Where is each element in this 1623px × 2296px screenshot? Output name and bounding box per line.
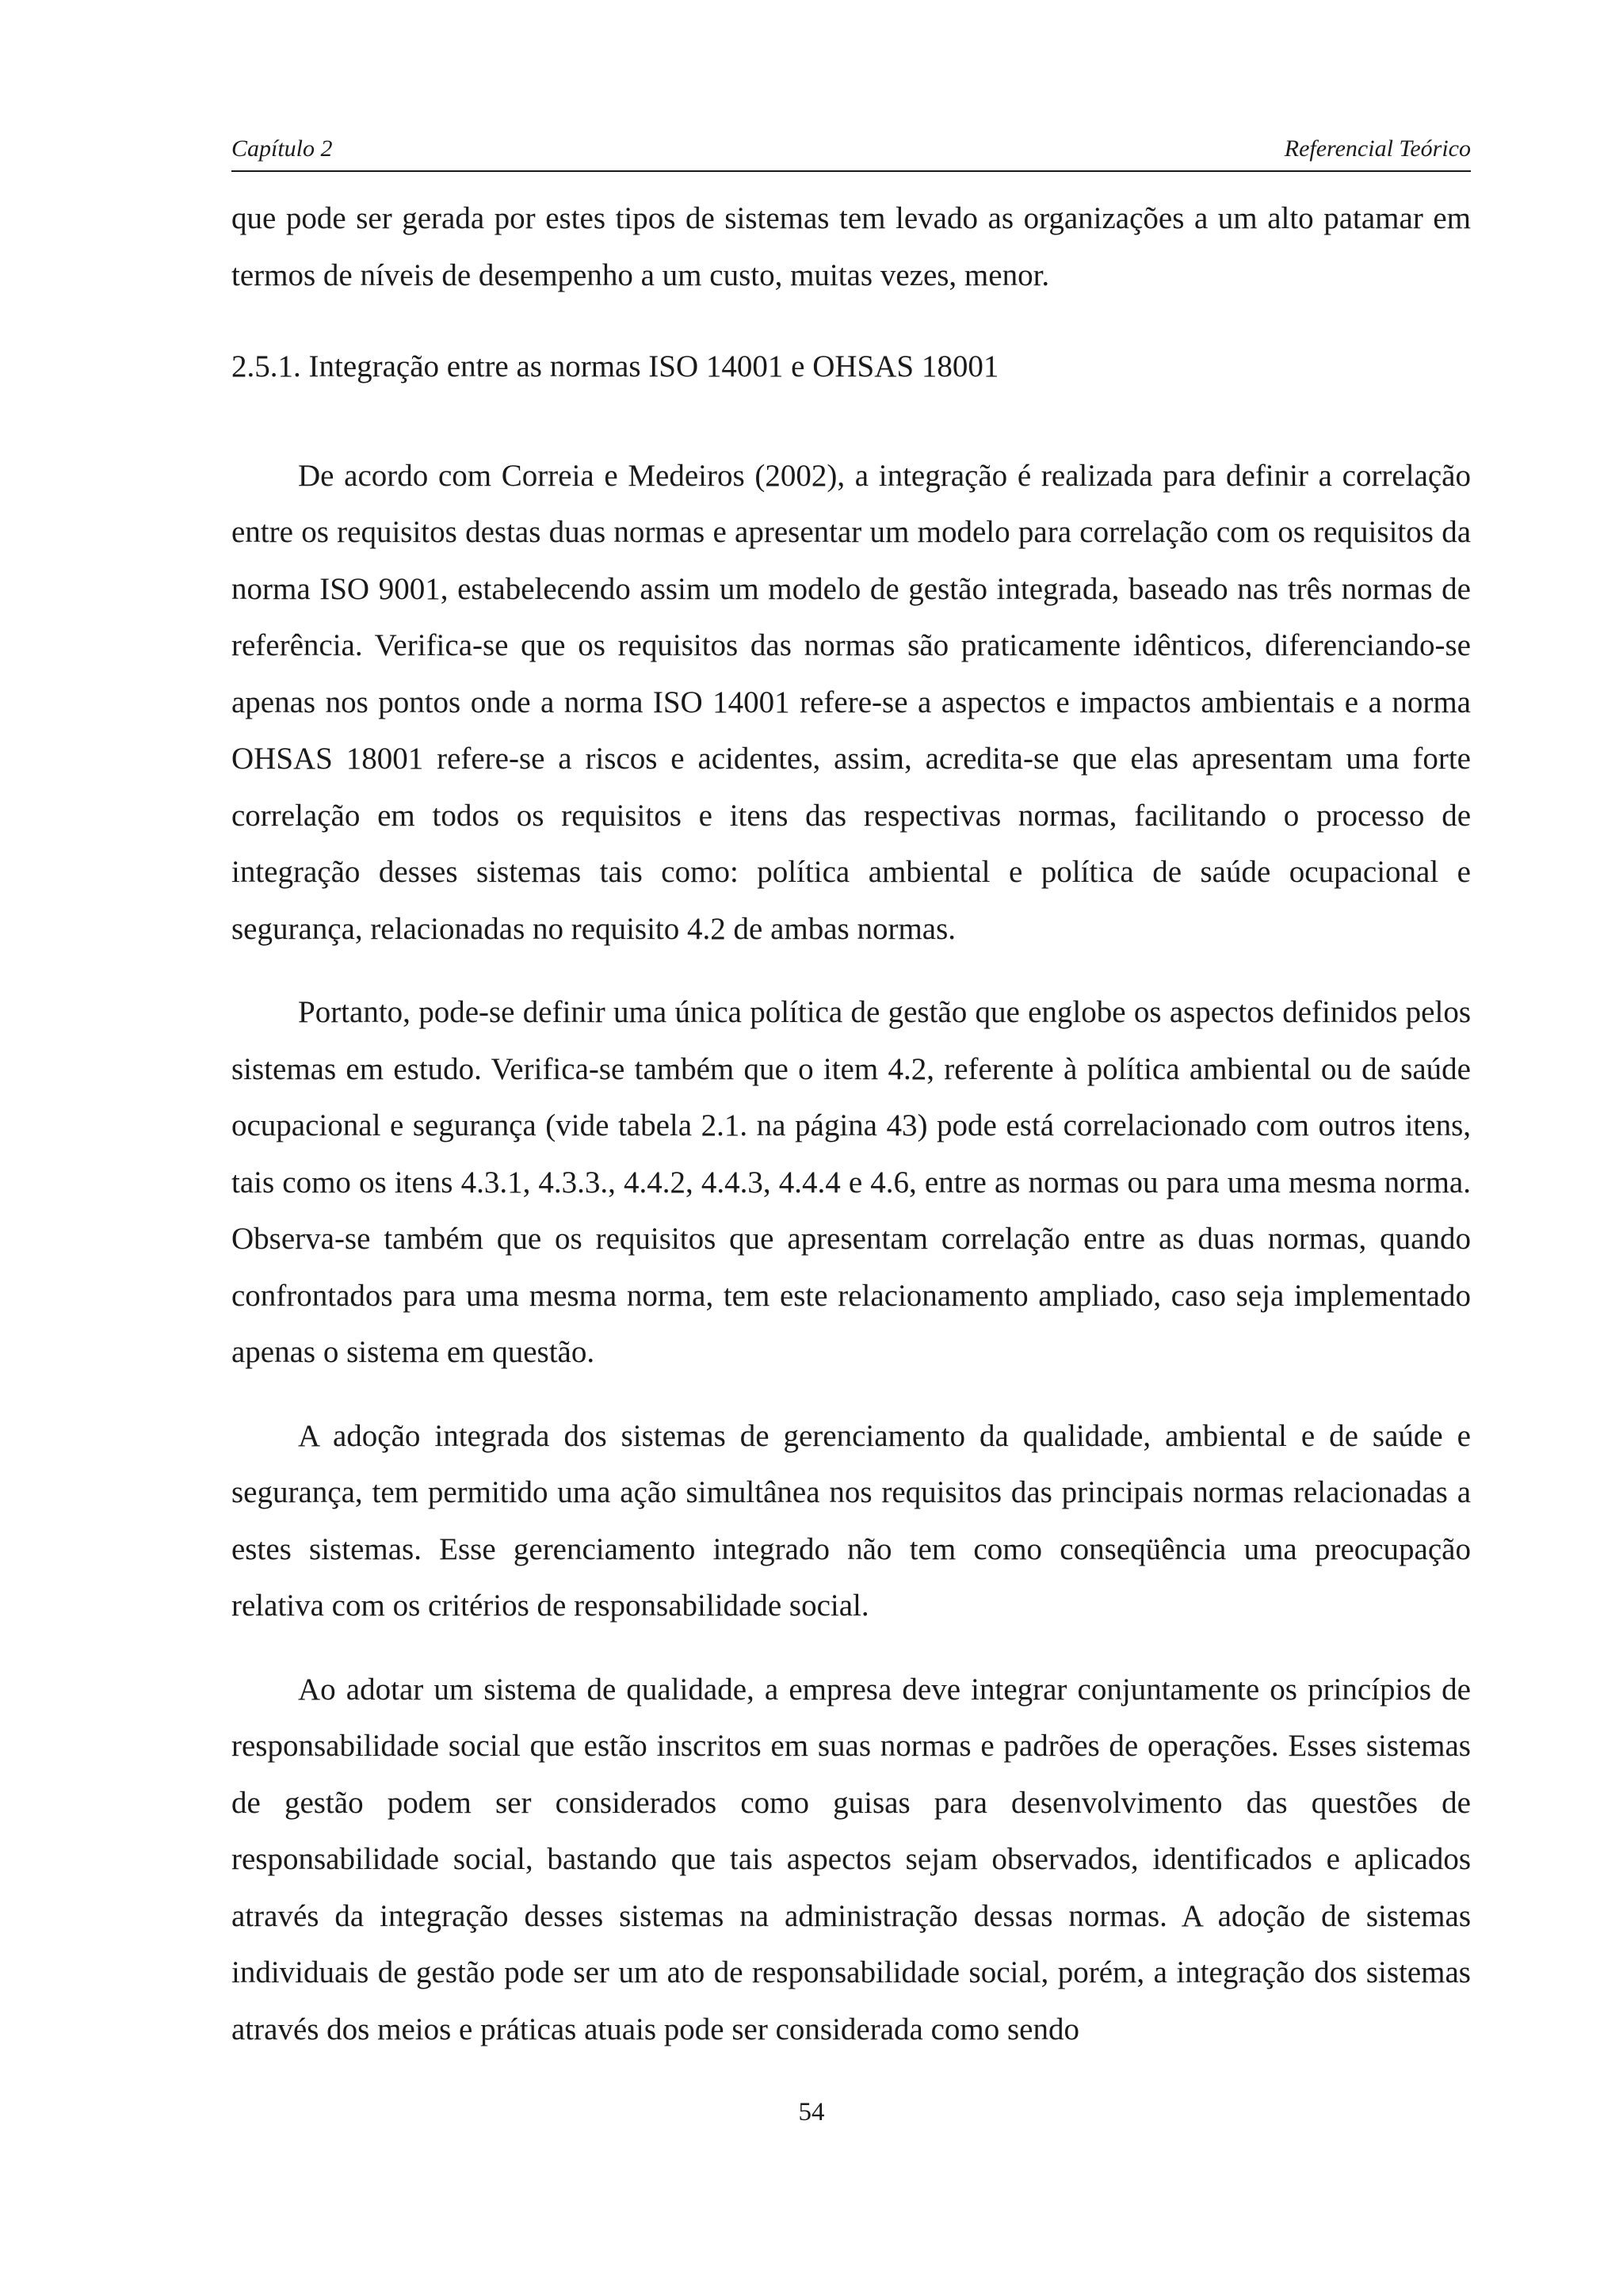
paragraph: Portanto, pode-se definir uma única política de gestão que englobe os aspectos definidos pelos sistemas em estudo. Verifica-se também que o item 4.2, referente à política ambiental ou de saúde ocupacional e segurança (vide tabela 2.1. na página 43) pode está correlacionado com outros itens, tais como os itens 4.3.1, 4.3.3., 4.4.2, 4.4.3, 4.4.4 e 4.6, entre as normas ou para uma mesma norma. Observa-se também que os requisitos que apresentam correlação entre as duas normas, quando confrontados para uma mesma norma, tem este relacionamento ampliado, caso seja implementado apenas o sistema em questão.	[231, 995, 1471, 1369]
paragraph: Ao adotar um sistema de qualidade, a empresa deve integrar conjuntamente os princípios de responsabilidade social que estão inscritos em suas normas e padrões de operações. Esses sistemas de gestão podem ser considerados como guisas para desenvolvimento das questões de responsabilidade social, bastando que tais aspectos sejam observados, identificados e aplicados através da integração desses sistemas na administração dessas normas. A adoção de sistemas individuais de gestão pode ser um ato de responsabilidade social, porém, a integração dos sistemas através dos meios e práticas atuais pode ser considerada como sendo	[231, 1672, 1471, 2046]
body-text	[231, 190, 1471, 2058]
running-header	[231, 129, 1471, 172]
header-chapter: Capítulo 2	[231, 135, 333, 162]
paragraph: De acordo com Correia e Medeiros (2002), a integração é realizada para definir a correlação entre os requisitos destas duas normas e apresentar um modelo para correlação com os requisitos da norma ISO 9001, estabelecendo assim um modelo de gestão integrada, baseado nas três normas de referência. Verifica-se que os requisitos das normas são praticamente idênticos, diferenciando-se apenas nos pontos onde a norma ISO 14001 refere-se a aspectos e impactos ambientais e a norma OHSAS 18001 refere-se a riscos e acidentes, assim, acredita-se que elas apresentam uma forte correlação em todos os requisitos e itens das respectivas normas, facilitando o processo de integração desses sistemas tais como: política ambiental e política de saúde ocupacional e segurança, relacionadas no requisito 4.2 de ambas normas.	[231, 458, 1471, 946]
continued-paragraph: que pode ser gerada por estes tipos de sistemas tem levado as organizações a um alto patamar em termos de níveis de desempenho a um custo, muitas vezes, menor.	[231, 201, 1471, 292]
section-heading: 2.5.1. Integração entre as normas ISO 14001 e OHSAS 18001	[231, 349, 999, 383]
header-section-title: Referencial Teórico	[1284, 135, 1471, 162]
paragraph: A adoção integrada dos sistemas de gerenciamento da qualidade, ambiental e de saúde e segurança, tem permitido uma ação simultânea nos requisitos das principais normas relacionadas a estes sistemas. Esse gerenciamento integrado não tem como conseqüência uma preocupação relativa com os critérios de responsabilidade social.	[231, 1418, 1471, 1623]
page-number: 54	[798, 2098, 825, 2126]
